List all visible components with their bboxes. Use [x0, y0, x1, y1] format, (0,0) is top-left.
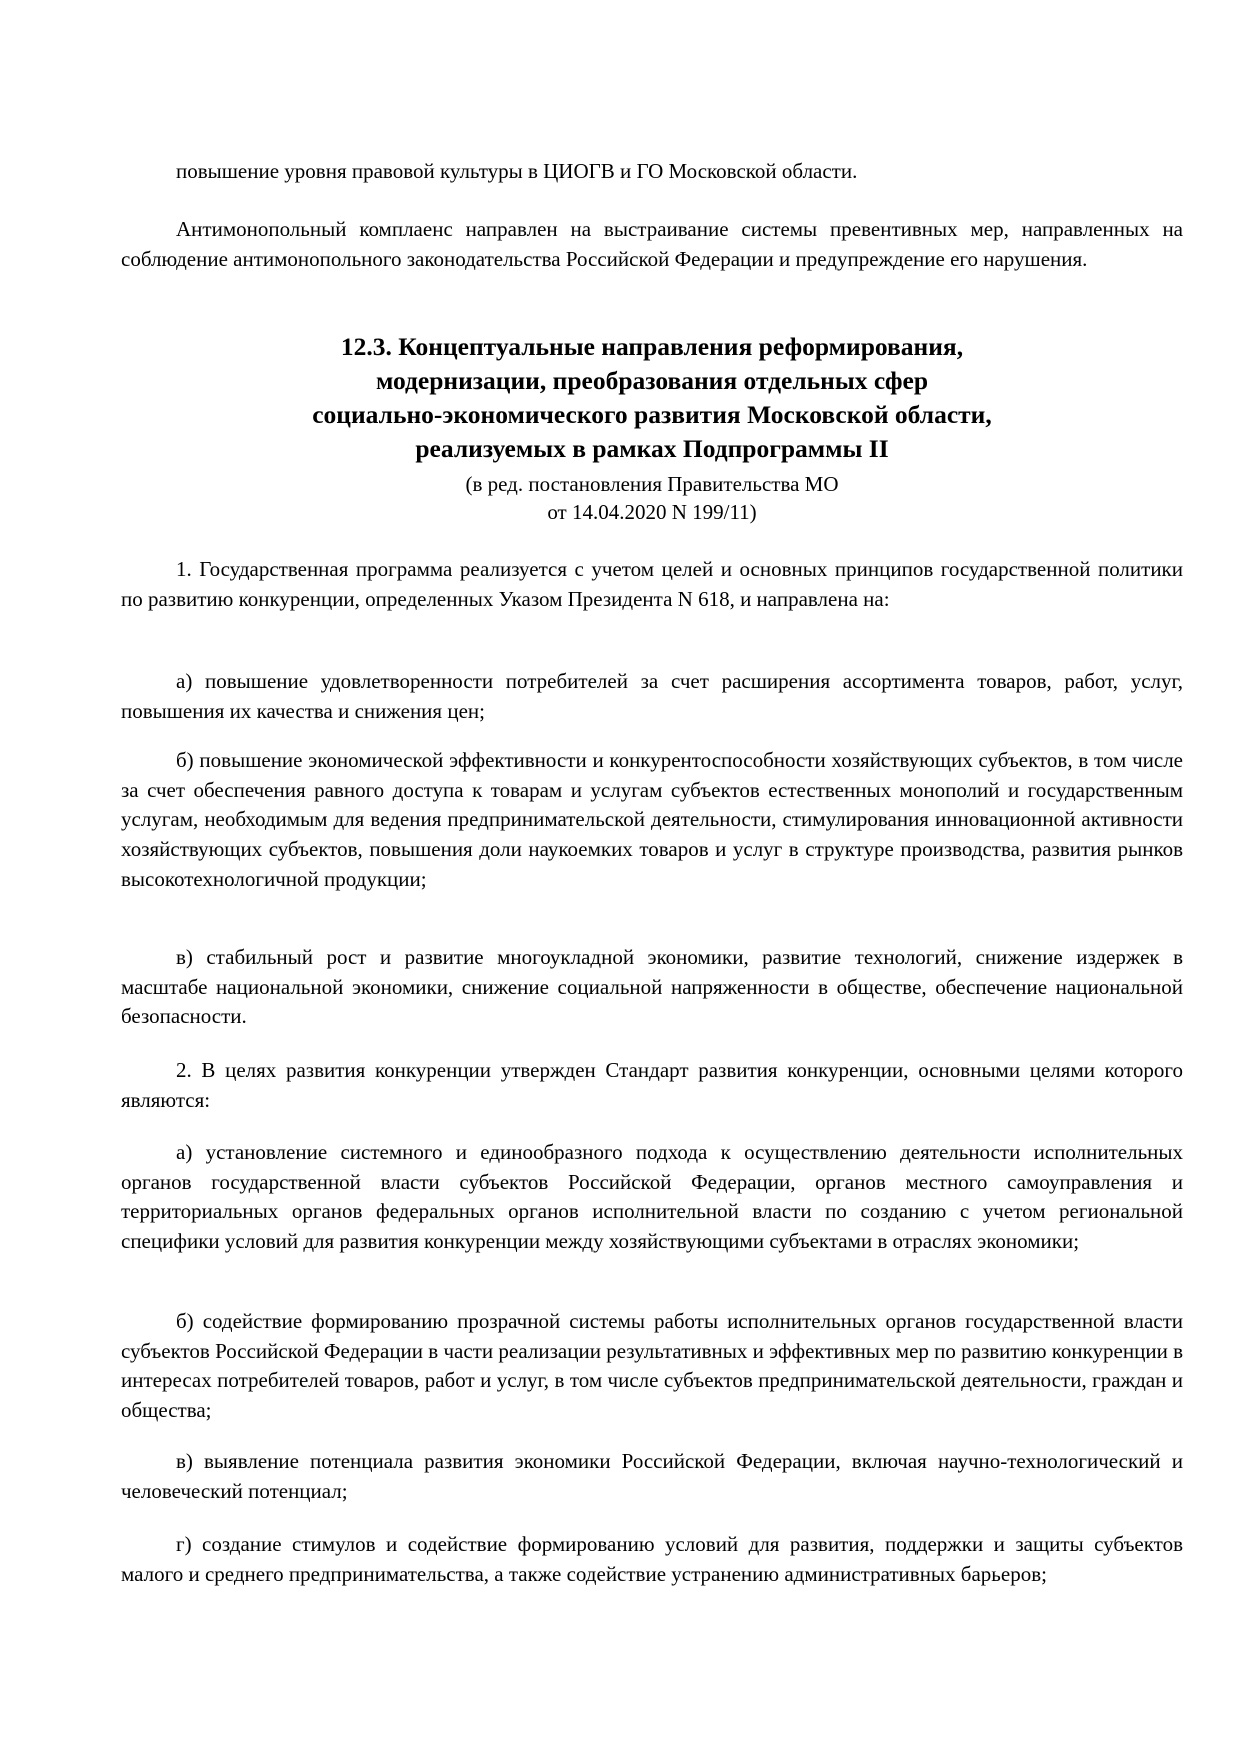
paragraph-2a: а) установление системного и единообразного подхода к осуществлению деятельности исполнительных органов государственной власти субъектов Российской Федерации, органов местного самоуправления и территориальных органов федеральных органов исполнительной власти по созданию с учетом региональной специфики условий для развития конкуренции между хозяйствующими субъектами в отраслях экономики; — [121, 1140, 1183, 1254]
paragraph-continuation: повышение уровня правовой культуры в ЦИОГВ и ГО Московской области. — [176, 159, 858, 183]
paragraph-1b: б) повышение экономической эффективности и конкурентоспособности хозяйствующих субъектов, в том числе за счет обеспечения равного доступа к товарам и услугам субъектов естественных монополий и государственным услугам, необходимым для ведения предпринимательской деятельности, стимулирования инновационной активности хозяйствующих субъектов, повышения доли наукоемких товаров и услуг в структуре производства, развития рынков высокотехнологичной продукции; — [121, 748, 1183, 891]
paragraph-1a: а) повышение удовлетворенности потребителей за счет расширения ассортимента товаров, работ, услуг, повышения их качества и снижения цен; — [121, 669, 1183, 723]
paragraph-2v: в) выявление потенциала развития экономики Российской Федерации, включая научно-технологический и человеческий потенциал; — [121, 1449, 1183, 1503]
amendment-note: (в ред. постановления Правительства МО — [465, 472, 839, 496]
paragraph-2g: г) создание стимулов и содействие формированию условий для развития, поддержки и защиты субъектов малого и среднего предпринимательства, а также содействие устранению административных барьеров; — [121, 1532, 1183, 1586]
section-title-line: реализуемых в рамках Подпрограммы II — [415, 434, 889, 463]
paragraph-1v: в) стабильный рост и развитие многоукладной экономики, развитие технологий, снижение издержек в масштабе национальной экономики, снижение социальной напряженности в обществе, обеспечение национальной безопасности. — [121, 945, 1183, 1029]
paragraph-1: 1. Государственная программа реализуется с учетом целей и основных принципов государственной политики по развитию конкуренции, определенных Указом Президента N 618, и направлена на: — [121, 557, 1183, 611]
paragraph-antimonopoly-compliance: Антимонопольный комплаенс направлен на выстраивание системы превентивных мер, направленных на соблюдение антимонопольного законодательства Российской Федерации и предупреждение его нарушения. — [121, 217, 1183, 271]
section-title-line: социально-экономического развития Московской области, — [312, 400, 992, 429]
section-title-line: модернизации, преобразования отдельных сфер — [375, 366, 929, 395]
amendment-note: от 14.04.2020 N 199/11) — [547, 500, 757, 524]
paragraph-2b: б) содействие формированию прозрачной системы работы исполнительных органов государственной власти субъектов Российской Федерации в части реализации результативных и эффективных мер по развитию конкуренции в интересах потребителей товаров, работ и услуг, в том числе субъектов предпринимательской деятельности, граждан и общества; — [121, 1309, 1183, 1423]
section-title-line: 12.3. Концептуальные направления реформирования, — [340, 332, 964, 361]
paragraph-2: 2. В целях развития конкуренции утвержден Стандарт развития конкуренции, основными целями которого являются: — [121, 1058, 1183, 1112]
